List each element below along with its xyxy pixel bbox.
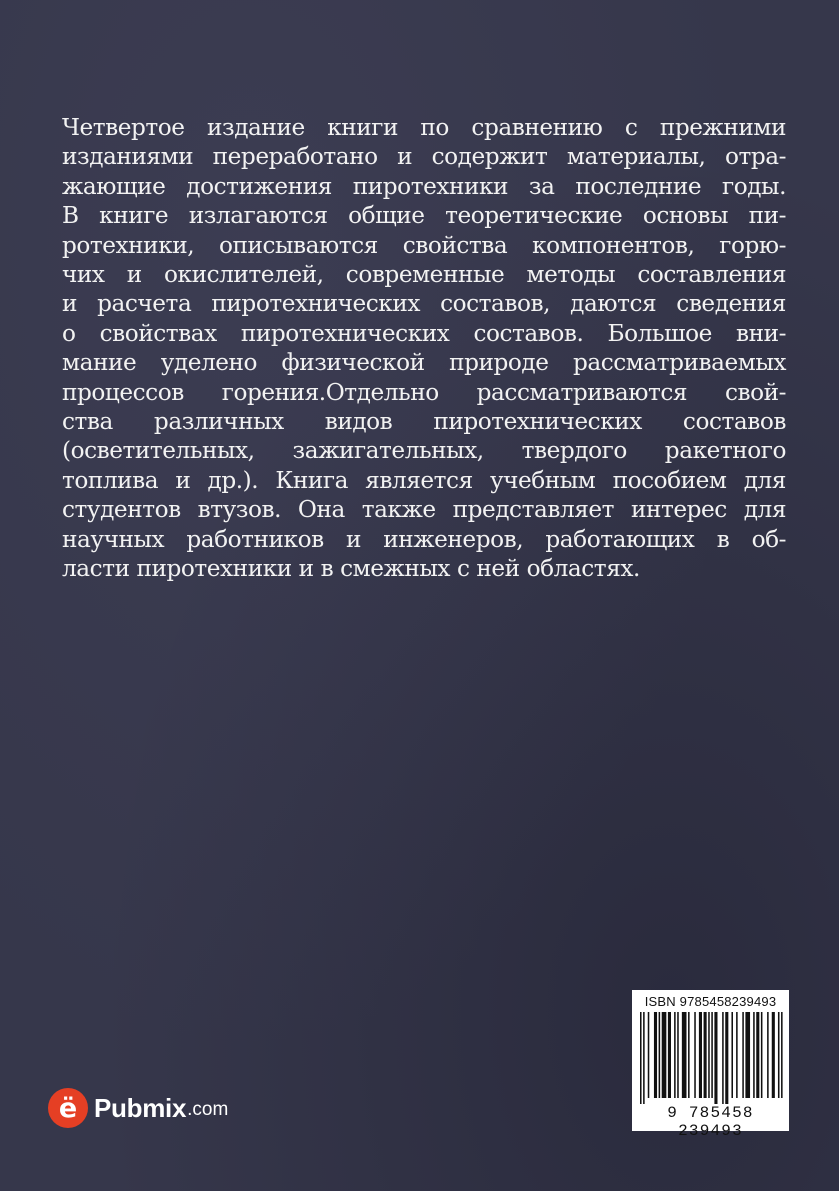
description-line: процессов горения.Отдельно рассматриваются свой-	[62, 378, 786, 406]
barcode-bar	[654, 1012, 657, 1098]
barcode-bar	[648, 1012, 650, 1098]
barcode-bar	[742, 1012, 744, 1098]
isbn-label: ISBN 9785458239493	[644, 994, 777, 1009]
isbn-digits: 9 785458 239493	[667, 1104, 754, 1140]
publisher-logo-icon: ё	[48, 1088, 88, 1128]
description-line: Четвертое издание книги по сравнению с прежними	[62, 114, 786, 141]
barcode-bar	[694, 1012, 696, 1098]
barcode-bar	[674, 1012, 676, 1098]
barcode-bar	[781, 1012, 783, 1098]
barcode-bar	[736, 1012, 738, 1098]
barcode-bar	[708, 1012, 710, 1098]
barcode-bar	[688, 1012, 690, 1098]
barcode-bar	[745, 1012, 750, 1098]
description-line: мание уделено физической природе рассматриваемых	[62, 349, 786, 377]
barcode-bar	[756, 1012, 759, 1098]
barcode-bar	[767, 1012, 769, 1098]
barcode-bar	[761, 1012, 763, 1098]
barcode-bar	[699, 1012, 702, 1098]
description-line: ротехники, описываются свойства компонентов, горю-	[62, 231, 786, 259]
description-line: изданиями переработано и содержит материалы, отра-	[62, 143, 786, 171]
description-line: В книге излагаются общие теоретические основы пи-	[62, 202, 786, 230]
barcode-bar	[677, 1012, 679, 1098]
description-line: (осветительных, зажигательных, твердого ракетного	[62, 437, 786, 465]
barcode-bar	[778, 1012, 780, 1098]
barcode-bar	[714, 1012, 717, 1104]
publisher-logo	[48, 1085, 228, 1131]
description-line: чих и окислителей, современные методы составления	[62, 261, 786, 289]
barcode-bar	[722, 1012, 724, 1104]
isbn-barcode	[632, 990, 789, 1140]
barcode-bar	[731, 1012, 733, 1098]
description-line: жающие достижения пиротехники за последние годы.	[62, 172, 786, 200]
barcode-bar	[668, 1012, 671, 1098]
barcode-bar	[711, 1012, 713, 1098]
barcode-bars	[638, 1012, 783, 1104]
barcode-bar	[725, 1012, 728, 1104]
description-line: ства различных видов пиротехнических составов	[62, 408, 786, 436]
barcode-bar	[772, 1012, 775, 1098]
barcode-bar	[682, 1012, 687, 1098]
description-line: и расчета пиротехнических составов, даются сведения	[62, 290, 786, 318]
description-line: ласти пиротехники и в смежных с ней областях.	[62, 555, 640, 583]
description-line: о свойствах пиротехнических составов. Большое вни-	[62, 319, 786, 347]
barcode-bar	[662, 1012, 667, 1098]
barcode-bar	[704, 1012, 707, 1098]
barcode-bar	[659, 1012, 661, 1098]
publisher-name: Pubmix	[94, 1092, 187, 1123]
description-line: студентов втузов. Она также представляет интерес для	[62, 496, 786, 524]
barcode-bar	[640, 1012, 642, 1104]
barcode-bar	[753, 1012, 755, 1098]
barcode-bar	[643, 1012, 645, 1104]
book-description	[62, 113, 786, 584]
description-line: топлива и др.). Книга является учебным пособием для	[62, 466, 786, 494]
description-line: научных работников и инженеров, работающих в об-	[62, 525, 786, 553]
publisher-domain: .com	[187, 1099, 229, 1120]
